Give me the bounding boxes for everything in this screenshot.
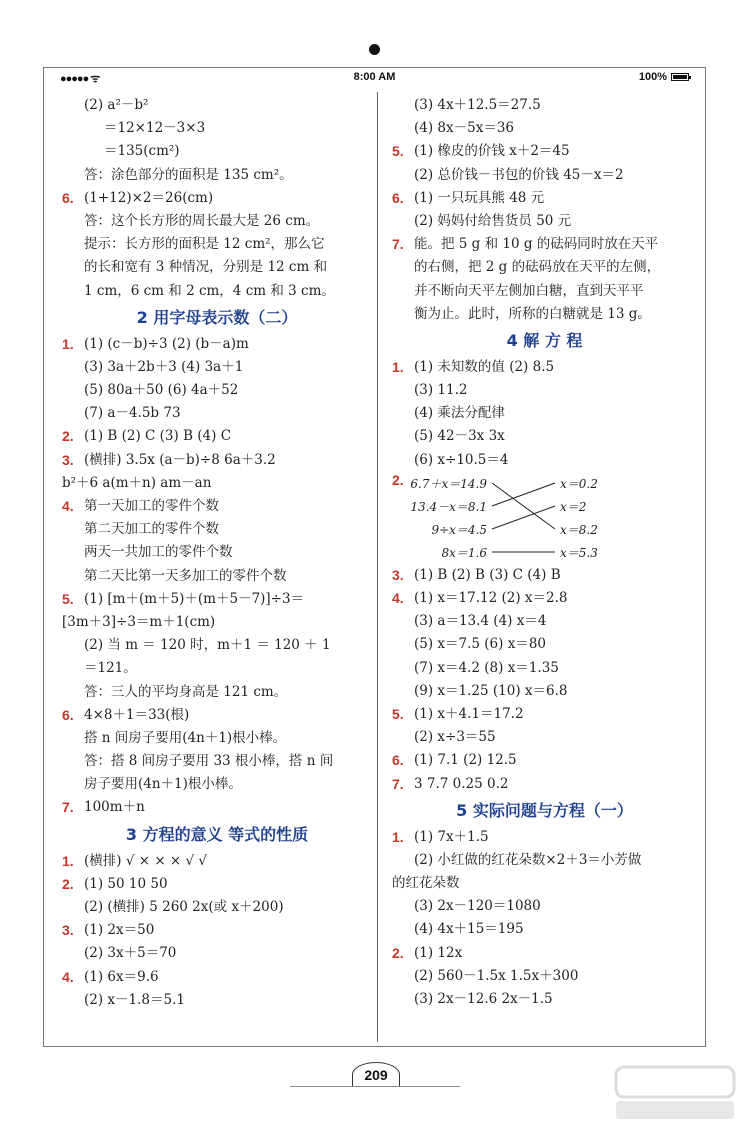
answer-line (62, 750, 372, 773)
answer-text: (横排) 3.5x (a－b)÷8 6a＋3.2 (84, 451, 276, 468)
answer-line (392, 210, 697, 233)
answer-text: (横排) √ × × × √ √ (84, 852, 208, 869)
answer-text: (7) x＝4.2 (8) x＝1.35 (414, 659, 559, 676)
page-number: 209 (352, 1062, 400, 1087)
answer-line (392, 849, 697, 872)
answer-line (392, 233, 697, 256)
answer-line (62, 873, 372, 896)
answer-line (392, 988, 697, 1011)
answer-line (392, 449, 697, 472)
answer-text: 搭 n 间房子要用(4n＋1)根小棒。 (84, 729, 287, 746)
answer-text: (9) x＝1.25 (10) x＝6.8 (414, 682, 568, 699)
section-heading-text: 4 解 方 程 (506, 330, 583, 350)
question-number: 1. (392, 828, 404, 845)
question-number: 3. (62, 451, 74, 468)
answer-text: 的红花朵数 (392, 875, 460, 892)
answer-line (392, 379, 697, 402)
answer-line (392, 303, 697, 326)
right-column-bottom (392, 564, 697, 1011)
answer-line (62, 333, 372, 356)
answer-line (62, 966, 372, 989)
answer-text: (1+12)×2＝26(cm) (84, 189, 214, 206)
answer-text: 并不断向天平左侧加白糖，直到天平平 (414, 282, 644, 299)
answer-text: 衡为止。此时，所称的白糖就是 13 g。 (414, 305, 651, 322)
answer-text: (3) 11.2 (414, 382, 468, 399)
question-number: 4. (62, 498, 74, 514)
question-number: 5. (392, 705, 404, 722)
column-divider (377, 92, 378, 1042)
answer-text: (1) 7x＋1.5 (414, 828, 489, 845)
answer-text: b²＋6 a(m＋n) am－an (62, 474, 212, 491)
answer-text: (1) 2x＝50 (84, 922, 155, 939)
answer-text: ＝135(cm²) (104, 143, 180, 160)
diagram-right-item: x＝5.3 (560, 545, 598, 560)
question-number: 3. (62, 922, 74, 939)
answer-line (62, 634, 372, 657)
answer-line (62, 280, 372, 303)
answer-text: 答：搭 8 间房子要用 33 根小棒，搭 n 间 (84, 753, 334, 770)
answer-text: (4) 4x＋15＝195 (414, 921, 524, 938)
answer-text: 房子要用(4n＋1)根小棒。 (84, 776, 242, 793)
answer-text: (1) B (2) B (3) C (4) B (414, 566, 561, 583)
answer-text: 第二天比第一天多加工的零件个数 (84, 567, 287, 584)
camera-dot (369, 44, 380, 55)
answer-text: 3 7.7 0.25 0.2 (414, 775, 509, 792)
answer-line (62, 379, 372, 402)
status-bar (44, 68, 705, 86)
answer-line (392, 726, 697, 749)
diagram-left-item: 8x＝1.6 (441, 545, 487, 560)
question-number: 1. (392, 358, 404, 375)
section-heading (62, 820, 372, 850)
answer-text: (3) 2x－120＝1080 (414, 898, 541, 915)
battery-icon (671, 73, 689, 81)
answer-line (62, 942, 372, 965)
answer-text: 第二天加工的零件个数 (84, 521, 219, 538)
answer-line (392, 633, 697, 656)
answer-text: (3) 4x＋12.5＝27.5 (414, 97, 541, 113)
battery-percent: 100% (638, 71, 667, 83)
answer-line (392, 872, 697, 895)
answer-text: (2) 当 m ＝ 120 时，m＋1 ＝ 120 ＋ 1 (84, 637, 331, 654)
answer-line (62, 989, 372, 1012)
question-number: 4. (392, 590, 404, 606)
answer-text: (1) 未知数的值 (2) 8.5 (414, 358, 555, 375)
answer-line (62, 919, 372, 942)
answer-line (62, 896, 372, 919)
answer-line (62, 796, 372, 819)
question-number: 2. (392, 944, 404, 961)
answer-line (392, 356, 697, 379)
answer-text: 答：涂色部分的面积是 135 cm²。 (84, 166, 293, 183)
answer-line (392, 610, 697, 633)
answer-text: (1) 50 10 50 (84, 875, 168, 892)
answer-line (392, 703, 697, 726)
section-heading-text: 2 用字母表示数（二） (136, 307, 298, 327)
answer-text: 第一天加工的零件个数 (84, 498, 219, 514)
answer-line (62, 518, 372, 541)
answer-line (62, 773, 372, 796)
answer-line (62, 356, 372, 379)
answer-line (62, 94, 372, 117)
answer-text: (2) (横排) 5 260 2x(或 x＋200) (84, 899, 284, 915)
section-heading (392, 326, 697, 356)
answer-line (392, 826, 697, 849)
answer-text: (3) 3a＋2b＋3 (4) 3a＋1 (84, 358, 244, 375)
answer-line (62, 704, 372, 727)
answer-line (62, 210, 372, 233)
answer-line (392, 140, 697, 163)
question-number: 7. (392, 236, 404, 253)
diagram-right-item: x＝8.2 (560, 522, 598, 537)
diagram-left-item: 9÷x＝4.5 (431, 522, 487, 537)
section-heading (392, 796, 697, 826)
section-heading (62, 303, 372, 333)
answer-line (392, 942, 697, 965)
answer-text: (5) x＝7.5 (6) x＝80 (414, 636, 546, 653)
answer-text: 能。把 5 g 和 10 g 的砝码同时放在天平 (414, 236, 659, 253)
answer-text: 的右侧，把 2 g 的砝码放在天平的左侧， (414, 259, 661, 276)
question-number: 7. (392, 775, 404, 792)
answer-line (392, 564, 697, 587)
answer-line (392, 587, 697, 610)
answer-line (62, 565, 372, 588)
diagram-left-item: 13.4－x＝8.1 (410, 499, 487, 514)
question-number: 7. (62, 799, 74, 816)
answer-text: (2) 妈妈付给售货员 50 元 (414, 212, 572, 229)
answer-line (62, 140, 372, 163)
answer-text: (3) 2x－12.6 2x－1.5 (414, 991, 553, 1007)
question-number: 1. (62, 335, 74, 352)
answer-line (392, 657, 697, 680)
answer-text: (2) x－1.8＝5.1 (84, 991, 185, 1008)
answer-line (62, 164, 372, 187)
answer-line (62, 187, 372, 210)
answer-text: (2) a²－b² (84, 97, 149, 113)
answer-line (392, 773, 697, 796)
answer-line (62, 681, 372, 704)
answer-text: (1) B (2) C (3) B (4) C (84, 428, 232, 445)
answer-text: 两天一共加工的零件个数 (84, 544, 233, 561)
answer-text: (1) x＋4.1＝17.2 (414, 705, 524, 722)
answer-text: 1 cm，6 cm 和 2 cm，4 cm 和 3 cm。 (84, 282, 335, 299)
answer-line (62, 233, 372, 256)
question-number: 4. (62, 968, 74, 985)
diagram-right-item: x＝0.2 (560, 476, 598, 491)
answer-line (62, 117, 372, 140)
answer-text: (1) 7.1 (2) 12.5 (414, 752, 517, 769)
answer-line (392, 965, 697, 988)
battery-status (639, 71, 689, 83)
signal-icon: ●●●●● ᯤ (60, 73, 100, 85)
answer-line (62, 588, 372, 611)
answer-text: 100m＋n (84, 799, 145, 816)
section-heading-text: 5 实际问题与方程（一） (456, 800, 633, 820)
answer-text: ＝121。 (84, 660, 137, 677)
answer-line (62, 541, 372, 564)
answer-text: (4) 乘法分配律 (414, 405, 505, 422)
answer-text: (2) 小红做的红花朵数×2＋3＝小芳做 (414, 851, 642, 868)
answer-text: (1) [m＋(m＋5)＋(m＋5－7)]÷3＝ (84, 590, 305, 607)
question-number: 5. (62, 590, 74, 607)
right-column-top (392, 94, 697, 472)
answer-line (392, 749, 697, 772)
question-number: 2. (392, 471, 404, 488)
answer-line (62, 402, 372, 425)
answer-text: 提示：长方形的面积是 12 cm²，那么它 (84, 236, 325, 253)
answer-text: (2) x÷3＝55 (414, 729, 496, 746)
watermark-logo-icon (610, 1063, 740, 1123)
answer-line (392, 94, 697, 117)
answer-text: (6) x÷10.5＝4 (414, 451, 509, 468)
answer-text: (1) 6x＝9.6 (84, 968, 159, 985)
answer-line (392, 117, 697, 140)
answer-line (392, 164, 697, 187)
answer-text: (1) x＝17.12 (2) x＝2.8 (414, 590, 568, 606)
answer-text: (5) 80a＋50 (6) 4a＋52 (84, 382, 239, 399)
answer-text: (2) 总价钱－书包的价钱 45－x＝2 (414, 166, 624, 183)
answer-line (62, 472, 372, 495)
answer-line (62, 850, 372, 873)
answer-text: (2) 560－1.5x 1.5x＋300 (414, 967, 579, 984)
answer-line (392, 187, 697, 210)
diagram-right-item: x＝2 (560, 499, 587, 514)
answer-line (62, 495, 372, 518)
answer-text: ＝12×12－3×3 (104, 120, 206, 137)
footer-rule (290, 1086, 460, 1087)
answer-line (392, 256, 697, 279)
answer-text: (1) (c－b)÷3 (2) (b－a)m (84, 335, 249, 352)
answer-line (62, 425, 372, 448)
answer-text: 的长和宽有 3 种情况，分别是 12 cm 和 (84, 259, 328, 276)
answer-line (392, 895, 697, 918)
answer-line (62, 256, 372, 279)
question-number: 6. (62, 706, 74, 723)
answer-line (392, 280, 697, 303)
status-time: 8:00 AM (353, 71, 396, 83)
answer-line (62, 611, 372, 634)
answer-line (392, 918, 697, 941)
question-number: 2. (62, 428, 74, 445)
question-number: 3. (392, 566, 404, 583)
answer-text: (1) 橡皮的价钱 x＋2＝45 (414, 143, 570, 160)
answer-text: (5) 42－3x 3x (414, 428, 505, 445)
left-column (62, 94, 372, 1012)
question-number: 1. (62, 852, 74, 869)
question-number: 6. (392, 752, 404, 769)
answer-text: (2) 3x＋5＝70 (84, 945, 177, 962)
question-number: 6. (392, 189, 404, 206)
matching-diagram (392, 472, 697, 564)
question-number: 5. (392, 143, 404, 160)
answer-line (392, 425, 697, 448)
right-column (392, 94, 697, 1011)
answer-text: (1) 一只玩具熊 48 元 (414, 189, 545, 206)
answer-line (392, 680, 697, 703)
answer-text: [3m＋3]÷3＝m＋1(cm) (62, 613, 216, 630)
answer-line (62, 449, 372, 472)
answer-line (392, 402, 697, 425)
section-heading-text: 3 方程的意义 等式的性质 (125, 824, 309, 844)
answer-text: (4) 8x－5x＝36 (414, 120, 514, 137)
answer-line (62, 657, 372, 680)
diagram-left-item: 6.7＋x＝14.9 (410, 476, 487, 491)
answer-line (62, 727, 372, 750)
answer-text: 答：三人的平均身高是 121 cm。 (84, 683, 288, 700)
answer-text: (3) a＝13.4 (4) x＝4 (414, 613, 547, 630)
answer-text: (7) a－4.5b 73 (84, 405, 181, 422)
answer-text: 4×8＋1＝33(根) (84, 706, 190, 723)
question-number: 6. (62, 189, 74, 206)
answer-text: (1) 12x (414, 944, 463, 961)
answer-text: 答：这个长方形的周长最大是 26 cm。 (84, 212, 320, 229)
question-number: 2. (62, 875, 74, 892)
